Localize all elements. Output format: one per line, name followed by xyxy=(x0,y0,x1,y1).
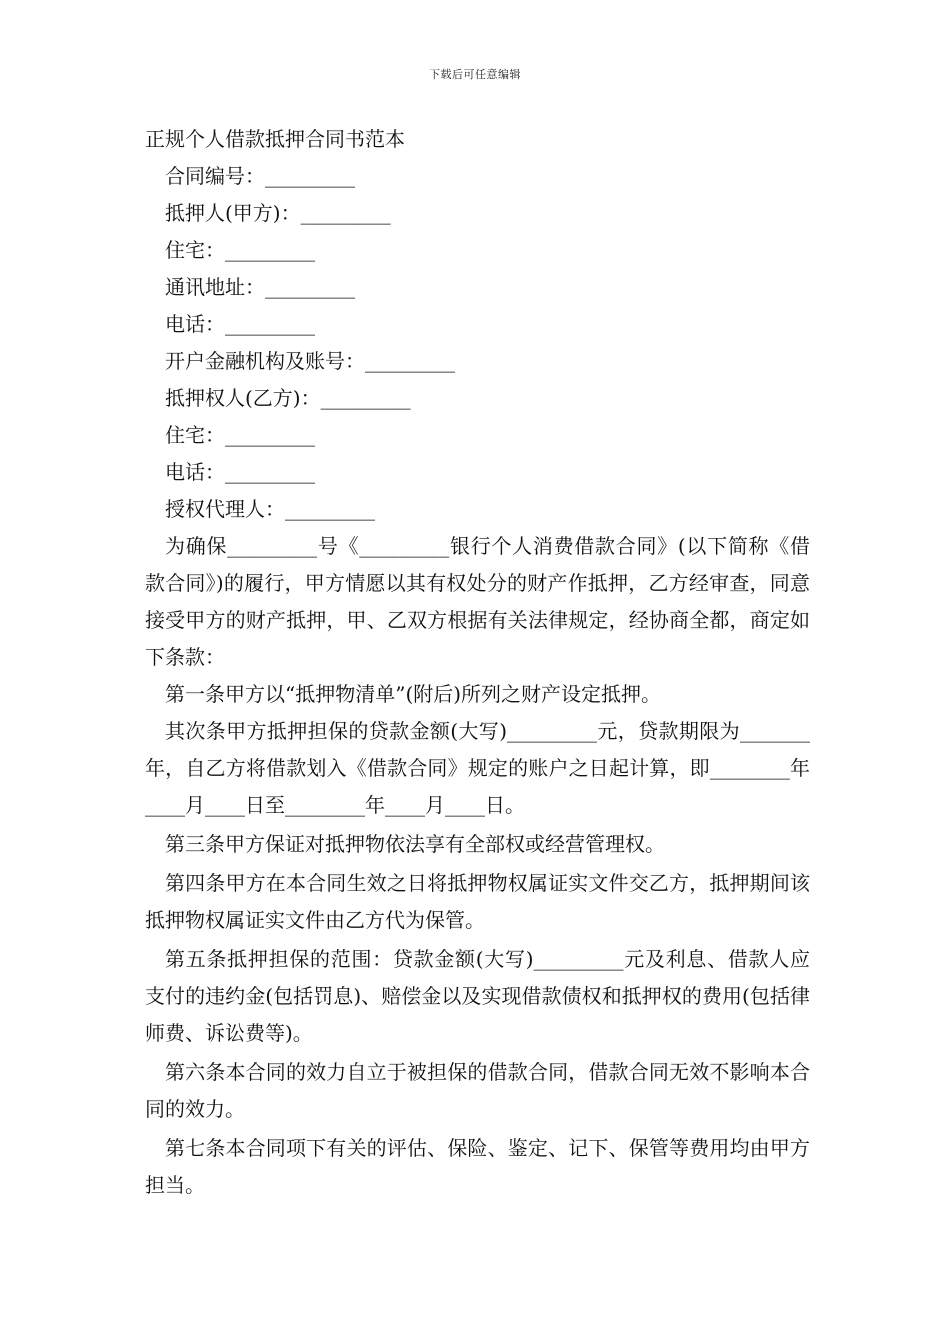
field-mortgagor: 抵押人(甲方)：_________ xyxy=(165,201,391,225)
field-contract-number: 合同编号：_________ xyxy=(165,164,355,188)
clause-6: 第六条本合同的效力自立于被担保的借款合同，借款合同无效不影响本合同的效力。 xyxy=(145,1060,810,1121)
field-mortgagor-phone: 电话：_________ xyxy=(165,312,315,336)
field-mortgagor-residence: 住宅：_________ xyxy=(165,238,315,262)
clause-5: 第五条抵押担保的范围：贷款金额(大写)_________元及利息、借款人应支付的违约金(包括罚息)、赔偿金以及实现借款债权和抵押权的费用(包括律师费、诉讼费等)。 xyxy=(145,947,810,1045)
clause-1: 第一条甲方以“抵押物清单”(附后)所列之财产设定抵押。 xyxy=(165,682,662,706)
field-mortgagee: 抵押权人(乙方)：_________ xyxy=(165,386,411,410)
clause-2: 其次条甲方抵押担保的贷款金额(大写)_________元，贷款期限为_______年，自乙方将借款划入《借款合同》规定的账户之日起计算，即________年____月____日至________年____月____日。 xyxy=(145,719,810,817)
field-bank-account: 开户金融机构及账号：_________ xyxy=(165,349,455,373)
clause-7: 第七条本合同项下有关的评估、保险、鉴定、记下、保管等费用均由甲方担当。 xyxy=(145,1136,810,1197)
document-body xyxy=(145,121,810,1204)
clause-4: 第四条甲方在本合同生效之日将抵押物权属证实文件交乙方，抵押期间该抵押物权属证实文件由乙方代为保管。 xyxy=(145,871,810,932)
field-mortgagee-residence: 住宅：_________ xyxy=(165,423,315,447)
document-title: 正规个人借款抵押合同书范本 xyxy=(145,127,405,151)
header-note: 下载后可任意编辑 xyxy=(429,68,521,81)
field-authorized-agent: 授权代理人：_________ xyxy=(165,497,375,521)
preamble-paragraph: 为确保_________号《_________银行个人消费借款合同》(以下简称《借款合同》)的履行，甲方情愿以其有权处分的财产作抵押，乙方经审查，同意接受甲方的财产抵押，甲、乙双方根据有关法律规定，经协商全都，商定如下条款： xyxy=(145,534,810,669)
field-mortgagee-phone: 电话：_________ xyxy=(165,460,315,484)
clause-3: 第三条甲方保证对抵押物依法享有全部权或经营管理权。 xyxy=(165,832,665,856)
field-mailing-address: 通讯地址：_________ xyxy=(165,275,355,299)
